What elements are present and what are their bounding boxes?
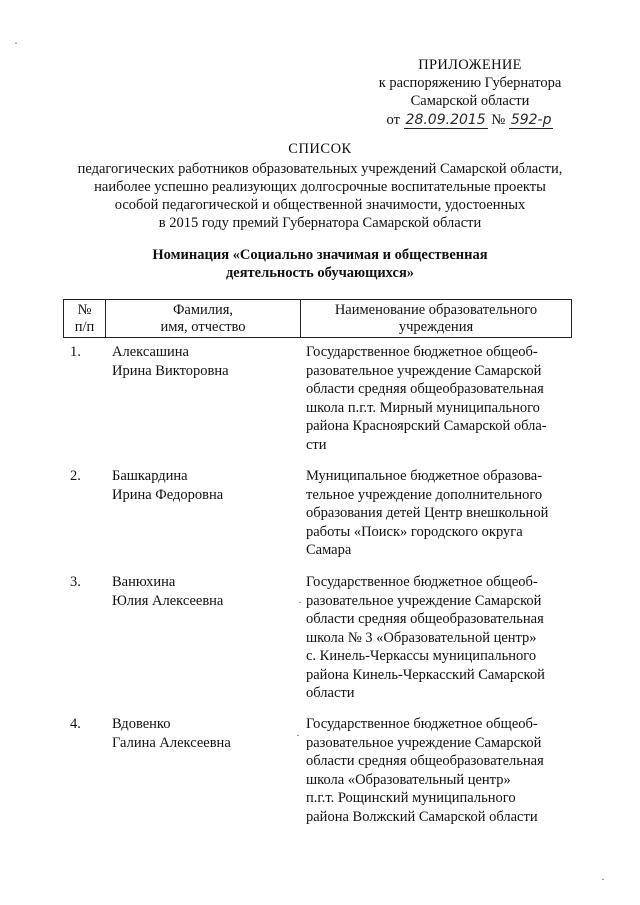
institution-line: с. Кинель-Черкассы муниципального [306,648,537,664]
row-number: 1. [70,344,81,360]
institution-line: области средняя общеобразовательная [306,753,544,769]
header-num-line-1: № [77,302,92,318]
person-name [112,343,292,380]
nomination-line: деятельность обучающихся» [225,265,415,281]
institution [306,467,558,560]
surname: Башкардина [112,468,188,484]
institution-line: п.г.т. Рощинский муниципального [306,790,516,806]
institution-line: района Красноярский Самарской обла- [306,418,547,434]
scan-speck: · [296,728,300,742]
institution-line: сти [306,436,327,453]
institution-line: района Кинель-Черкасский Самарской [306,666,545,683]
scan-speck: · [601,872,605,886]
appendix-line-2: Самарской области [410,93,530,109]
subtitle-line: наиболее успешно реализующих долгосрочные воспитательные проекты [94,179,546,195]
header-org-line-2: учреждения [398,319,474,335]
row-number: 4. [70,716,81,732]
header-num-line-2: п/п [74,319,95,335]
institution-line: работы «Поиск» городского округа [306,523,523,540]
institution-line: школа № 3 «Образовательной центр» [306,629,537,646]
document-title: СПИСОК [288,141,352,157]
institution-line: разовательное учреждение Самарской [306,592,542,609]
institution-line: области [306,685,355,701]
table-right-border [571,299,572,338]
appendix-date-line [330,111,610,129]
nomination-heading [90,246,550,282]
given-names: Галина Алексеевна [112,734,231,751]
header-org [301,302,571,336]
table-header-bottom-border [63,337,572,338]
institution [306,573,558,703]
institution-line: Самара [306,542,352,558]
institution-line: разовательное учреждение Самарской [306,734,542,751]
institution-line: Государственное бюджетное общеоб- [306,574,538,590]
institution-line: Государственное бюджетное общеоб- [306,344,538,360]
subtitle-line: в 2015 году премий Губернатора Самарской области [158,215,482,231]
given-names: Ирина Викторовна [112,362,229,379]
table-top-border [63,299,572,300]
given-names: Юлия Алексеевна [112,592,224,609]
institution-line: района Волжский Самарской области [306,808,538,825]
institution-line: Муниципальное бюджетное образова- [306,468,543,484]
person-name [112,573,292,610]
header-name-line-2: имя, отчество [160,319,246,335]
appendix-title: ПРИЛОЖЕНИЕ [418,57,522,73]
subtitle-line: педагогических работников образовательных учреждений Самарской области, [77,161,563,177]
institution-line: тельное учреждение дополнительного [306,486,543,503]
institution-line: разовательное учреждение Самарской [306,362,542,379]
institution-line: школа «Образовательный центр» [306,771,511,788]
institution [306,343,558,454]
institution-line: области средняя общеобразовательная [306,611,544,627]
header-org-line-1: Наименование образовательного [334,302,538,318]
row-number: 2. [70,468,81,484]
given-names: Ирина Федоровна [112,486,224,503]
date-prefix: от [386,112,400,128]
surname: Алексашина [112,344,189,360]
appendix-line-1: к распоряжению Губернатора [378,75,562,91]
header-name-line-1: Фамилия, [172,302,234,318]
title-block [40,140,600,232]
institution-line: Государственное бюджетное общеоб- [306,716,538,732]
scan-speck: · [14,36,18,50]
person-name [112,467,292,504]
institution-line: области средняя общеобразовательная [306,381,544,397]
number-prefix: № [491,112,506,128]
institution-line: школа п.г.т. Мирный муниципального [306,399,540,416]
scan-speck: · [298,595,302,609]
header-name [106,302,300,336]
surname: Вдовенко [112,716,171,732]
person-name [112,715,292,752]
date-handwritten: 28.09.2015 [405,112,486,128]
nomination-line: Номинация «Социально значимая и общественная [152,247,488,263]
number-handwritten: 592-р [510,112,552,128]
surname: Ванюхина [112,574,176,590]
institution [306,715,558,826]
row-number: 3. [70,574,81,590]
subtitle-line: особой педагогической и общественной значимости, удостоенных [114,197,526,213]
header-num [64,302,105,336]
institution-line: образования детей Центр внешкольной [306,505,549,521]
